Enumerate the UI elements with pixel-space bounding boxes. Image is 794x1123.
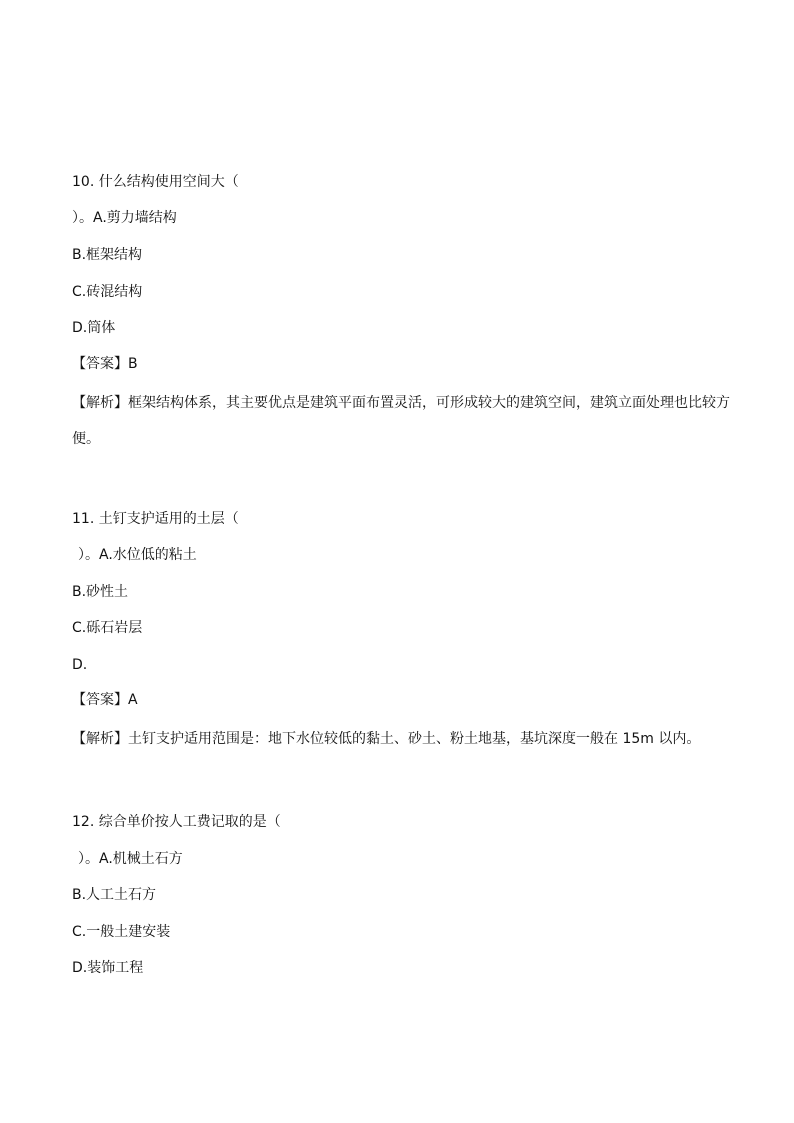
question-12-option-b: B.人工土石方 (72, 887, 157, 903)
question-11-option-a: ）。A.水位低的粘土 (78, 547, 197, 563)
question-11-option-c: C.砾石岩层 (72, 620, 143, 636)
question-11-answer: 【答案】A (72, 692, 138, 708)
question-12-stem: 12. 综合单价按人工费记取的是（ (72, 814, 281, 830)
question-10-option-c: C.砖混结构 (72, 284, 143, 300)
question-10-option-b: B.框架结构 (72, 247, 143, 263)
question-10-option-a: ）。A.剪力墙结构 (72, 210, 177, 226)
question-11-option-d: D. (72, 657, 88, 673)
question-10-analysis: 【解析】框架结构体系，其主要优点是建筑平面布置灵活，可形成较大的建筑空间，建筑立面处理也比较方便。 (72, 395, 730, 447)
question-12-option-a: ）。A.机械土石方 (78, 851, 183, 867)
question-10-stem: 10. 什么结构使用空间大（ (72, 174, 239, 190)
question-12-option-d: D.装饰工程 (72, 960, 144, 976)
question-11-analysis: 【解析】土钉支护适用范围是：地下水位较低的黏土、砂土、粉土地基，基坑深度一般在 15m 以内。 (72, 731, 701, 747)
question-10-answer: 【答案】B (72, 356, 138, 372)
question-10-option-d: D.筒体 (72, 320, 116, 336)
question-11-option-b: B.砂性土 (72, 584, 129, 600)
question-12-option-c: C.一般土建安装 (72, 924, 171, 940)
question-11-stem: 11. 土钉支护适用的土层（ (72, 511, 239, 527)
